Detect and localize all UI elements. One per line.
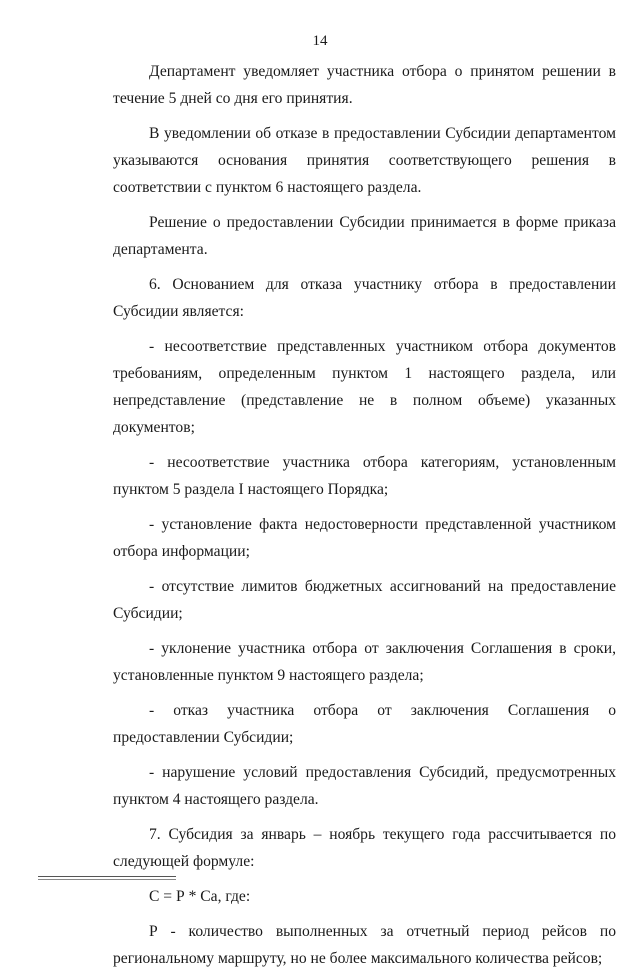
paragraph-decision-form: Решение о предоставлении Субсидии принимается в форме приказа департамента.	[113, 214, 616, 258]
paragraph-notification: Департамент уведомляет участника отбора о принятом решении в течение 5 дней со дня его принятия.	[113, 63, 616, 107]
list-item-false-information: - установление факта недостоверности представленной участником отбора информации;	[113, 516, 616, 560]
list-item-no-budget-limits: - отсутствие лимитов бюджетных ассигнований на предоставление Субсидии;	[113, 578, 616, 622]
document-body	[113, 58, 616, 980]
paragraph-refusal-grounds: В уведомлении об отказе в предоставлении Субсидии департаментом указываются основания принятия соответствующего решения в соответствии с пунктом 6 настоящего раздела.	[113, 125, 616, 196]
list-item-agreement-evasion: - уклонение участника отбора от заключения Соглашения в сроки, установленные пунктом 9 настоящего раздела;	[113, 640, 616, 684]
list-item-category-mismatch: - несоответствие участника отбора категориям, установленным пунктом 5 раздела I настоящего Порядка;	[113, 454, 616, 498]
list-item-conditions-violation: - нарушение условий предоставления Субсидий, предусмотренных пунктом 4 настоящего раздела.	[113, 764, 616, 808]
list-item-documents-mismatch: - несоответствие представленных участником отбора документов требованиям, определенным пунктом 1 настоящего раздела, или непредставление (представление не в полном объеме) указанных документов;	[113, 338, 616, 436]
footer-divider	[38, 876, 176, 877]
paragraph-section-6: 6. Основанием для отказа участнику отбора в предоставлении Субсидии является:	[113, 276, 616, 320]
formula-line: С = Р * Са, где:	[149, 888, 251, 905]
paragraph-section-7: 7. Субсидия за январь – ноябрь текущего года рассчитывается по следующей формуле:	[113, 826, 616, 870]
footer-divider-secondary	[38, 879, 176, 880]
list-item-agreement-refusal: - отказ участника отбора от заключения Соглашения о предоставлении Субсидии;	[113, 702, 616, 746]
paragraph-formula-definition-p: Р - количество выполненных за отчетный период рейсов по региональному маршруту, но не более максимального количества рейсов;	[113, 923, 616, 967]
page-number: 14	[312, 33, 328, 49]
